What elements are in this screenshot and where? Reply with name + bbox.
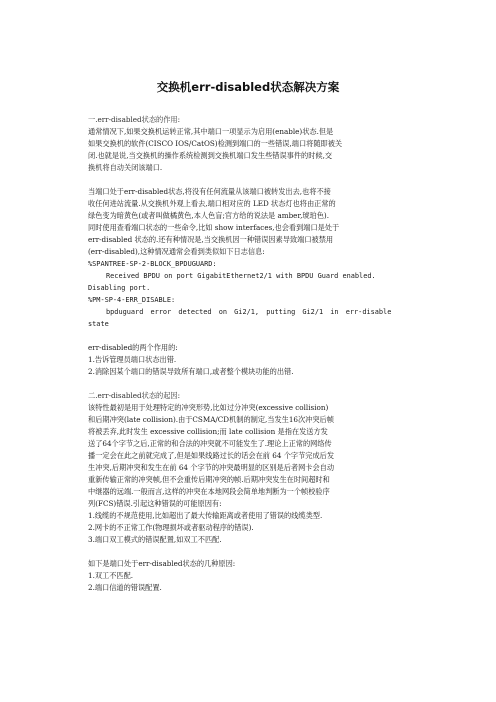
paragraph-line: 同时使用查看端口状态的一些命令,比如 show interfaces,也会看到端口是处于 bbox=[88, 223, 340, 232]
paragraph-line: err-disabled的两个作用的: bbox=[88, 343, 178, 352]
paragraph-line: 和后期冲突(late collision).由于CSMA/CD机制的制定,当发生16次冲突后帧 bbox=[88, 415, 334, 424]
list-item: 1.双工不匹配. bbox=[88, 571, 134, 580]
paragraph-line: err-disabled 状态的.还有种情况是,当交换机因一种错误因素导致端口被禁用 bbox=[88, 235, 334, 244]
paragraph-line: 通常情况下,如果交换机运转正常,其中端口一项显示为启用(enable)状态.但是 bbox=[88, 127, 334, 136]
log-line: Received BPDU on port GigabitEthernet2/1 with BPDU Guard enabled. bbox=[106, 272, 376, 280]
list-item: 1.告诉管理员端口状态出错. bbox=[88, 355, 177, 364]
log-line: Disabling port. bbox=[88, 284, 151, 292]
paragraph-line: 将被丢弃,此时发生 excessive collision;而 late collision 是指在发送方发 bbox=[88, 427, 328, 436]
list-item: 2.端口信道的错误配置. bbox=[88, 583, 162, 592]
paragraph-line: (err-disabled),这种情况通常会看到类似如下日志信息: bbox=[88, 247, 265, 256]
log-line: bpduguard error detected on Gi2/1, putting Gi2/1 in err-disable bbox=[106, 308, 392, 316]
paragraph-line: 收任何进站流量.从交换机外观上看去,端口相对应的 LED 状态灯也将由正常的 bbox=[88, 199, 336, 208]
section-heading-2: 二.err-disabled状态的起因: bbox=[88, 391, 181, 400]
list-item: 2.消除因某个端口的错误导致所有端口,或者整个模块功能的出错. bbox=[88, 367, 294, 376]
paragraph-line: 播一定会在此之前就完成了,但是如果线路过长的话会在前 64 个字节完成后发 bbox=[88, 451, 335, 460]
list-item: 1.线缆的不规范使用,比如超出了最大传输距离或者使用了错误的线缆类型. bbox=[88, 511, 323, 520]
paragraph-line: 送了64个字节之后,正常的和合法的冲突就不可能发生了.理论上正常的网络传 bbox=[88, 439, 332, 448]
paragraph-line: 生冲突,后期冲突和发生在前 64 个字节的冲突最明显的区别是后者网卡会自动 bbox=[88, 463, 335, 472]
section-heading-1: 一.err-disabled状态的作用: bbox=[88, 115, 181, 124]
log-line: state bbox=[88, 320, 109, 328]
paragraph-line: 闭.也就是说,当交换机的操作系统检测到交换机端口发生些错误事件的时候,交 bbox=[88, 151, 333, 160]
paragraph-line: 绿色变为暗黄色(或者叫做橘黄色,本人色盲;官方给的说法是 amber,琥珀色). bbox=[88, 211, 330, 220]
paragraph-line: 换机将自动关闭该端口. bbox=[88, 163, 163, 172]
document-title: 交换机err-disabled状态解决方案 bbox=[156, 80, 340, 94]
paragraph-line: 当端口处于err-disabled状态,将没有任何流量从该端口被转发出去,也将不接 bbox=[88, 187, 331, 196]
paragraph-line: 如果交换机的软件(CISCO IOS/CatOS)检测到端口的一些错误,端口将随即被关 bbox=[88, 139, 343, 148]
paragraph-line: 列(FCS)错误.引起这种错误的可能原因有: bbox=[88, 499, 222, 508]
list-item: 2.网卡的不正常工作(物理损坏或者驱动程序的错误). bbox=[88, 523, 254, 532]
paragraph-line: 该特性最初是用于处理特定的冲突形势,比如过分冲突(excessive collision) bbox=[88, 403, 329, 412]
log-line: %SPANTREE-SP-2-BLOCK_BPDUGUARD: bbox=[88, 260, 217, 268]
list-item: 3.端口双工模式的错误配置,如双工不匹配. bbox=[88, 535, 222, 544]
paragraph-line: 中继器的远端.一般而言,这样的冲突在本地网段会简单地判断为一个帧校验序 bbox=[88, 487, 330, 496]
paragraph-line: 重新传输正常的冲突帧,但不会重传后期冲突的帧.后期冲突发生在时间超时和 bbox=[88, 475, 330, 484]
log-line: %PM-SP-4-ERR_DISABLE: bbox=[88, 296, 176, 304]
paragraph-line: 如下是端口处于err-disabled状态的几种原因: bbox=[88, 559, 236, 568]
